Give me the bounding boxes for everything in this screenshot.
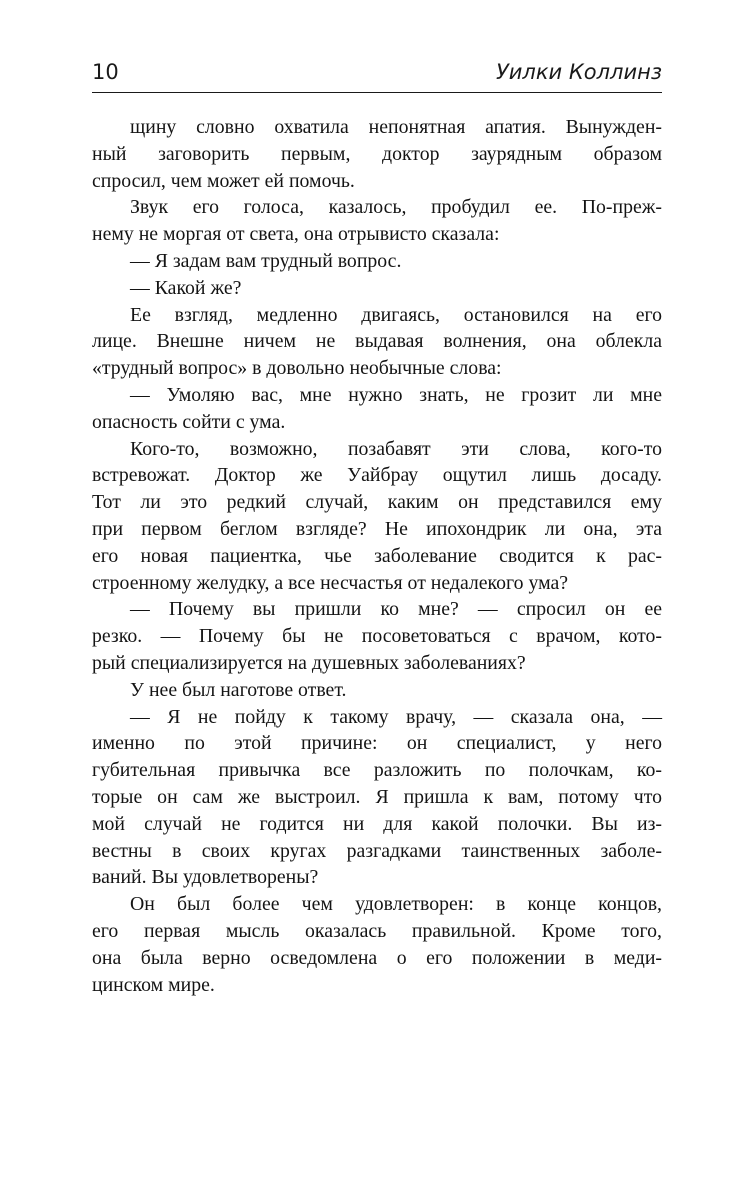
running-title-author: Уилки Коллинз — [495, 60, 662, 84]
paragraph — [92, 248, 662, 275]
paragraph — [92, 194, 662, 248]
text-line: опасность сойти с ума. — [92, 410, 286, 433]
text-line: вестны в своих кругах разгадками таинственных заболе- — [92, 839, 662, 862]
text-line: — Какой же? — [130, 276, 242, 299]
text-line: ваний. Вы удовлетворены? — [92, 866, 319, 889]
text-line: строенному желудку, а все несчастья от недалекого ума? — [92, 571, 569, 594]
text-line: встревожат. Доктор же Уайбрау ощутил лишь досаду. — [92, 464, 662, 487]
text-line: У нее был наготове ответ. — [130, 678, 347, 701]
text-line: лице. Внешне ничем не выдавая волнения, она облекла — [92, 330, 662, 353]
text-line: — Почему вы пришли ко мне? — спросил он ее — [130, 598, 662, 621]
text-line: резко. — Почему бы не посоветоваться с врачом, кото- — [92, 625, 662, 648]
paragraph — [92, 114, 662, 194]
text-line: щину словно охватила непонятная апатия. Вынужден- — [130, 116, 662, 138]
text-line: «трудный вопрос» в довольно необычные слова: — [92, 357, 502, 380]
paragraph — [92, 436, 662, 597]
text-line: она была верно осведомлена о его положении в меди- — [92, 946, 662, 969]
text-line: — Я не пойду к такому врачу, — сказала она, — — [130, 705, 662, 728]
text-line: рый специализируется на душевных заболеваниях? — [92, 651, 526, 674]
text-line: ный заговорить первым, доктор заурядным образом — [92, 142, 662, 165]
text-line: Кого-то, возможно, позабавят эти слова, кого-то — [130, 437, 662, 460]
paragraph — [92, 596, 662, 676]
text-line: именно по этой причине: он специалист, у него — [92, 732, 662, 755]
paragraph — [92, 382, 662, 436]
text-line: спросил, чем может ей помочь. — [92, 169, 355, 192]
paragraph — [92, 275, 662, 302]
text-line: Ее взгляд, медленно двигаясь, остановился на его — [130, 303, 662, 326]
body-text — [92, 114, 662, 998]
text-line: при первом беглом взгляде? Не ипохондрик ли она, эта — [92, 517, 662, 540]
text-line: его новая пациентка, чье заболевание сводится к рас- — [92, 544, 662, 567]
text-line: — Я задам вам трудный вопрос. — [130, 249, 402, 272]
text-line: мой случай не годится ни для какой полочки. Вы из- — [92, 812, 662, 835]
paragraph — [92, 704, 662, 892]
running-header — [92, 56, 662, 93]
page-number: 10 — [92, 60, 119, 84]
text-line: Тот ли это редкий случай, каким он представился ему — [92, 491, 662, 514]
text-line: цинском мире. — [92, 973, 215, 996]
text-line: торые он сам же выстроил. Я пришла к вам, потому что — [92, 785, 662, 808]
text-line: его первая мысль оказалась правильной. Кроме того, — [92, 919, 662, 942]
paragraph — [92, 891, 662, 998]
text-line: губительная привычка все разложить по полочкам, ко- — [92, 759, 662, 782]
text-line: Звук его голоса, казалось, пробудил ее. По-преж- — [130, 196, 662, 219]
paragraph — [92, 677, 662, 704]
paragraph — [92, 302, 662, 382]
text-line: Он был более чем удовлетворен: в конце концов, — [130, 893, 662, 916]
text-line: — Умоляю вас, мне нужно знать, не грозит ли мне — [130, 383, 662, 406]
text-line: нему не моргая от света, она отрывисто сказала: — [92, 223, 500, 246]
